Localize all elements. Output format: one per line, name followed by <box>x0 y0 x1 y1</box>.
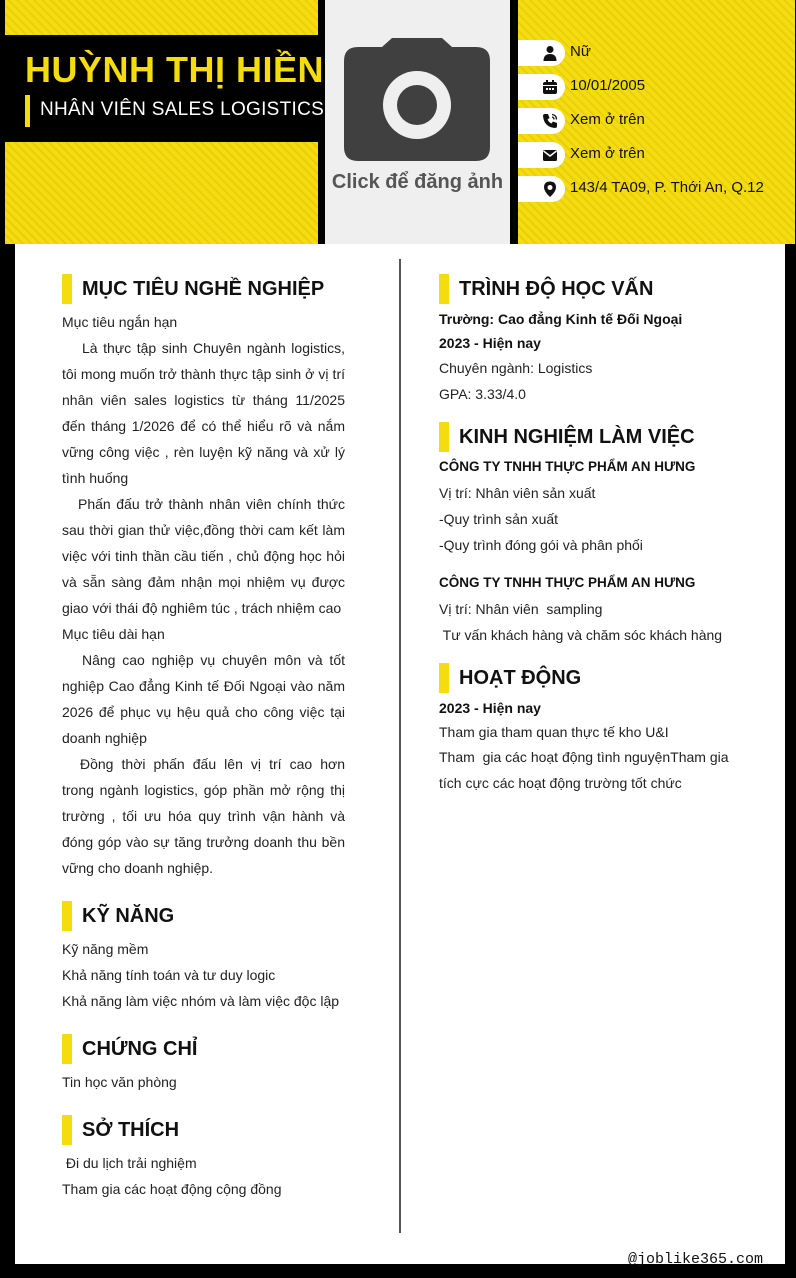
activity-line: Tham gia các hoạt động tình nguyệnTham gia tích cực các hoạt động trường tốt chức <box>439 749 733 791</box>
certificate-item: Tin học văn phòng <box>62 1074 177 1090</box>
section-title: KINH NGHIỆM LÀM VIỆC <box>459 426 695 448</box>
hobby-item: Đi du lịch trải nghiệm <box>62 1155 197 1171</box>
section-hobbies <box>62 1115 345 1145</box>
short-term-paragraph-1: Là thực tập sinh Chuyên ngành logistics, tôi mong muốn trở thành thực tập sinh ở vị trí nhân viên sales logistics từ tháng 11/2025 đến tháng 1/2026 để có thể hiểu rõ và nắm vững công việc , rèn luyện kỹ năng và xử lý tình huống <box>62 340 345 486</box>
contact-birthdate: 10/01/2005 <box>518 74 795 100</box>
section-title: SỞ THÍCH <box>82 1119 180 1141</box>
skill-item: Khả năng tính toán và tư duy logic <box>62 967 276 983</box>
long-term-paragraph-2: Đồng thời phấn đấu lên vị trí cao hơn trong ngành logistics, góp phần mở rộng thị trường , tối ưu hóa quy trình vận hành và đóng góp vào sự tăng trưởng doanh thu bền vững cho doanh nghiệp. <box>62 756 345 876</box>
education-gpa: GPA: 3.33/4.0 <box>439 386 526 402</box>
camera-icon <box>344 35 490 163</box>
contact-phone: Xem ở trên <box>518 108 795 134</box>
experience-company: CÔNG TY TNHH THỰC PHẨM AN HƯNG <box>439 459 696 474</box>
section-certificates <box>62 1034 345 1064</box>
section-activities <box>439 663 749 693</box>
experience-line: Vị trí: Nhân viên sản xuất <box>439 485 596 501</box>
experience-company: CÔNG TY TNHH THỰC PHẨM AN HƯNG <box>439 575 696 590</box>
contact-email: Xem ở trên <box>518 142 795 168</box>
envelope-icon <box>542 147 558 163</box>
title-accent-bar <box>25 95 30 127</box>
long-term-label: Mục tiêu dài hạn <box>62 626 165 642</box>
section-title: MỤC TIÊU NGHỀ NGHIỆP <box>82 278 325 300</box>
long-term-paragraph-1: Nâng cao nghiệp vụ chuyên môn và tốt nghiệp Cao đẳng Kinh tế Đối Ngoại vào năm 2026 để phục vụ hệu quả cho công việc tại doanh nghiệp <box>62 652 345 746</box>
header-name-panel <box>5 0 325 244</box>
experience-line: -Quy trình đóng gói và phân phối <box>439 537 643 553</box>
education-major: Chuyên ngành: Logistics <box>439 360 593 376</box>
activities-period: 2023 - Hiện nay <box>439 700 541 716</box>
experience-line: -Quy trình sản xuất <box>439 511 559 527</box>
watermark: @joblike365.com <box>628 1251 764 1268</box>
photo-caption: Click để đăng ảnh <box>331 171 504 193</box>
education-period: 2023 - Hiện nay <box>439 335 541 351</box>
short-term-label: Mục tiêu ngắn hạn <box>62 314 178 330</box>
contact-panel <box>518 0 795 244</box>
section-career-objective <box>62 274 345 304</box>
column-divider <box>399 259 401 1233</box>
resume-body <box>15 244 785 1264</box>
user-icon <box>542 45 558 61</box>
photo-upload[interactable] <box>325 0 510 244</box>
activity-line: Tham gia tham quan thực tế kho U&I <box>439 724 669 740</box>
contact-gender: Nữ <box>518 40 795 66</box>
hobby-item: Tham gia các hoạt động cộng đồng <box>62 1181 282 1197</box>
name-band <box>5 35 325 142</box>
map-pin-icon <box>542 181 558 197</box>
section-title: HOẠT ĐỘNG <box>459 667 582 689</box>
phone-icon <box>542 113 558 129</box>
section-education <box>439 274 749 304</box>
section-experience <box>439 422 749 452</box>
experience-line: Vị trí: Nhân viên sampling <box>439 601 603 617</box>
candidate-name: HUỲNH THỊ HIỀN <box>25 49 325 90</box>
section-title: CHỨNG CHỈ <box>82 1038 198 1060</box>
section-title: TRÌNH ĐỘ HỌC VẤN <box>459 278 654 300</box>
skill-item: Kỹ năng mềm <box>62 941 149 957</box>
education-school: Trường: Cao đẳng Kinh tế Đối Ngoại <box>439 311 683 327</box>
job-title: NHÂN VIÊN SALES LOGISTICS <box>40 99 325 120</box>
calendar-icon <box>542 79 558 95</box>
experience-line: Tư vấn khách hàng và chăm sóc khách hàng <box>439 627 723 643</box>
contact-address: 143/4 TA09, P. Thới An, Q.12 <box>518 176 795 202</box>
section-skills <box>62 901 345 931</box>
section-title: KỸ NĂNG <box>82 905 175 927</box>
skill-item: Khả năng làm việc nhóm và làm việc độc lập <box>62 993 340 1009</box>
short-term-paragraph-2: Phấn đấu trở thành nhân viên chính thức sau thời gian thử việc,đồng thời cam kết làm việc với tinh thần cầu tiến , chủ động học hỏi và sẵn sàng đảm nhận mọi nhiệm vụ được giao với thái độ nghiêm túc , trách nhiệm cao <box>62 496 345 616</box>
